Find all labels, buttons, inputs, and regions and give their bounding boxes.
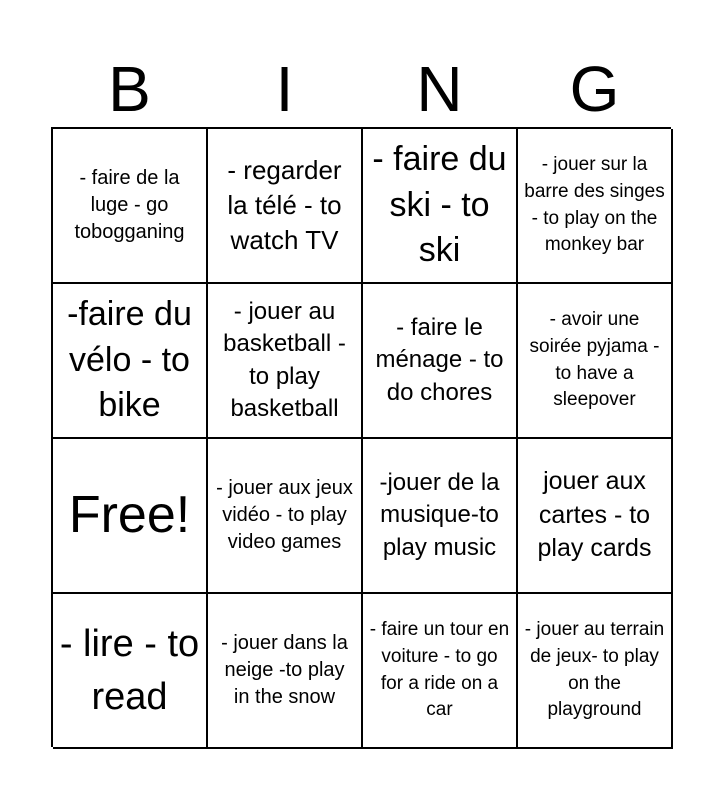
bingo-cell[interactable] (53, 594, 208, 749)
bingo-cell[interactable] (363, 594, 518, 749)
cell-text: - faire un tour en voiture - to go for a ride on a car (369, 618, 510, 721)
bingo-cell[interactable] (53, 129, 208, 284)
bingo-cell[interactable] (518, 129, 673, 284)
bingo-cell-free[interactable] (53, 439, 208, 594)
bingo-header (52, 50, 672, 128)
bingo-cell[interactable] (518, 594, 673, 749)
bingo-cell[interactable] (53, 284, 208, 439)
cell-text: - lire - to read (59, 623, 200, 718)
bingo-cell[interactable] (208, 439, 363, 594)
bingo-cell[interactable] (208, 594, 363, 749)
cell-text: - jouer au basketball - to play basketball (223, 298, 346, 422)
bingo-cell[interactable] (518, 439, 673, 594)
header-letter-n: N (416, 53, 463, 125)
header-letter-g: G (569, 53, 620, 125)
header-letter-b: B (108, 53, 151, 125)
header-letter-i: I (275, 53, 294, 125)
bingo-cell[interactable] (518, 284, 673, 439)
cell-text: - jouer aux jeux vidéo - to play video games (216, 476, 353, 554)
bingo-card-grid (51, 127, 671, 747)
cell-text: - jouer dans la neige -to play in the snow (221, 631, 348, 709)
cell-text: -faire du vélo - to bike (67, 294, 192, 425)
cell-text: - faire de la luge - go tobogganing (74, 166, 185, 244)
cell-text: - jouer sur la barre des singes - to play on the monkey bar (524, 153, 665, 256)
bingo-cell[interactable] (208, 129, 363, 284)
cell-text: - regarder la télé - to watch TV (227, 155, 342, 255)
bingo-cell[interactable] (208, 284, 363, 439)
bingo-cell[interactable] (363, 129, 518, 284)
cell-text: - avoir une soirée pyjama - to have a sleepover (529, 308, 660, 411)
cell-text: - faire du ski - to ski (372, 139, 507, 270)
bingo-cell[interactable] (363, 284, 518, 439)
free-space-text: Free! (68, 486, 191, 545)
cell-text: - jouer au terrain de jeux- to play on the playground (524, 618, 665, 721)
bingo-cell[interactable] (363, 439, 518, 594)
cell-text: jouer aux cartes - to play cards (537, 467, 652, 563)
cell-text: -jouer de la musique-to play music (379, 469, 500, 561)
cell-text: - faire le ménage - to do chores (375, 314, 504, 406)
